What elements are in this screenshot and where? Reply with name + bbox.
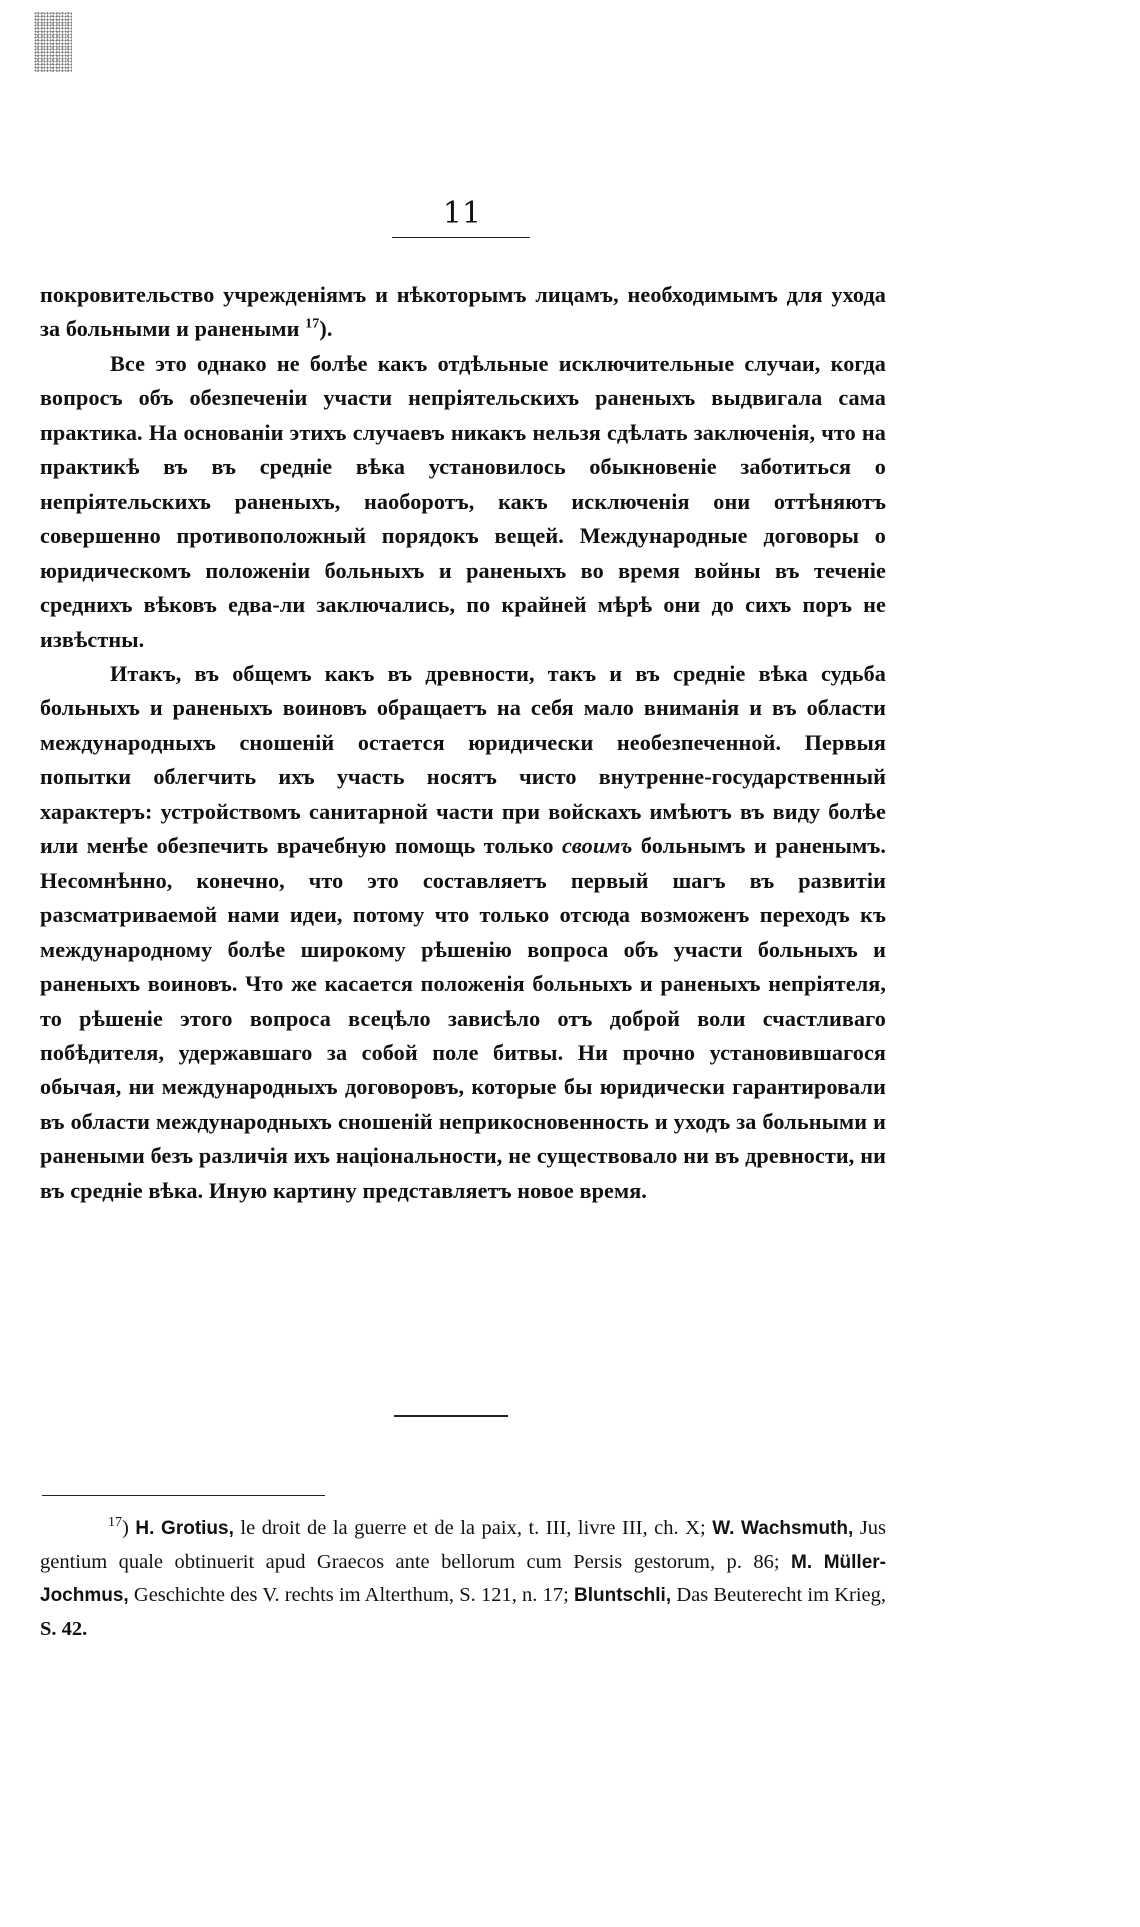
footnote-page-ref: S. 42.	[40, 1617, 88, 1640]
footnote-author-grotius: H. Grotius,	[135, 1518, 234, 1539]
paragraph-3-part-2: больнымъ и раненымъ. Несомнѣнно, конечно, что это составляетъ первый шагъ въ развитіи разсматриваемой нами идеи, потому что только отсюда возможенъ переходъ къ международному болѣе широкому рѣшенію вопроса объ участи больныхъ и раненыхъ воиновъ. Что же касается положенія больныхъ и раненыхъ непріятеля, то рѣшеніе этого вопроса всецѣло зависѣло отъ доброй воли счастливаго побѣдителя, удержавшаго за собой поле битвы. Ни прочно установившагося обычая, ни международныхъ договоровъ, которые бы юридически гарантировали въ области международныхъ сношеній неприкосновенность и уходъ за больными и ранеными безъ различія ихъ національности, не существовало ни въ древности, ни въ средніе вѣка. Иную картину представляетъ новое время.	[40, 833, 886, 1203]
footnote-ref-17[interactable]: 17	[305, 317, 320, 333]
paragraph-3-part-1: Итакъ, въ общемъ какъ въ древности, такъ и въ средніе вѣка судьба больныхъ и раненыхъ воиновъ обращаетъ на себя мало вниманія и въ области международныхъ сношеній остается юридически необезпеченной. Первыя попытки облегчить ихъ участь носятъ чисто внутренне-государственный характеръ: устройствомъ санитарной части при войскахъ имѣютъ въ виду болѣе или менѣе обезпечить врачебную помощь только	[40, 660, 886, 859]
paragraph-1-text: покровительство учрежденіямъ и нѣкоторымъ лицамъ, необходимымъ для ухода за больными и ранеными	[40, 282, 886, 342]
footnote-text-4: Das Beuterecht im Krieg,	[676, 1584, 887, 1606]
footnote-number: 17	[108, 1515, 122, 1531]
main-text	[40, 278, 886, 1208]
section-end-rule	[394, 1415, 508, 1417]
footnotes	[40, 1512, 886, 1645]
paragraph-3	[40, 657, 886, 1208]
footnote-17	[40, 1512, 886, 1645]
footnote-separator	[42, 1495, 325, 1496]
footnote-number-close: )	[122, 1517, 129, 1539]
footnote-text-3: Geschichte des V. rechts im Alterthum, S. 121, n. 17;	[133, 1584, 569, 1606]
paragraph-1	[40, 278, 886, 347]
paragraph-3-emphasis: своимъ	[561, 833, 633, 859]
footnote-text-1: le droit de la guerre et de la paix, t. III, livre III, ch. X;	[240, 1517, 706, 1539]
paragraph-1-end: ).	[319, 316, 333, 342]
page-number: 11	[442, 196, 482, 231]
page-number-rule	[392, 237, 530, 238]
scan-artifact	[34, 12, 72, 72]
footnote-text-2: Jus gentium quale obtinuerit apud Graecos ante bellorum cum Persis gestorum, p. 86;	[40, 1517, 887, 1573]
paragraph-2: Все это однако не болѣе какъ отдѣльные исключительные случаи, когда вопросъ объ обезпеченіи участи непріятельскихъ раненыхъ выдвигала сама практика. На основаніи этихъ случаевъ никакъ нельзя сдѣлать заключенія, что на практикѣ въ въ средніе вѣка установилось обыкновеніе заботиться о непріятельскихъ раненыхъ, наоборотъ, какъ исключенія они оттѣняютъ совершенно противоположный порядокъ вещей. Международные договоры о юридическомъ положеніи больныхъ и раненыхъ во время войны въ теченіе среднихъ вѣковъ едва-ли заключались, по крайней мѣрѣ они до сихъ поръ не извѣстны.	[40, 350, 886, 652]
footnote-author-wachsmuth: W. Wachsmuth,	[712, 1518, 854, 1539]
footnote-author-bluntschli: Bluntschli,	[574, 1585, 672, 1606]
footnote-author-muller-jochmus: M. Müller-Jochmus,	[40, 1551, 886, 1606]
